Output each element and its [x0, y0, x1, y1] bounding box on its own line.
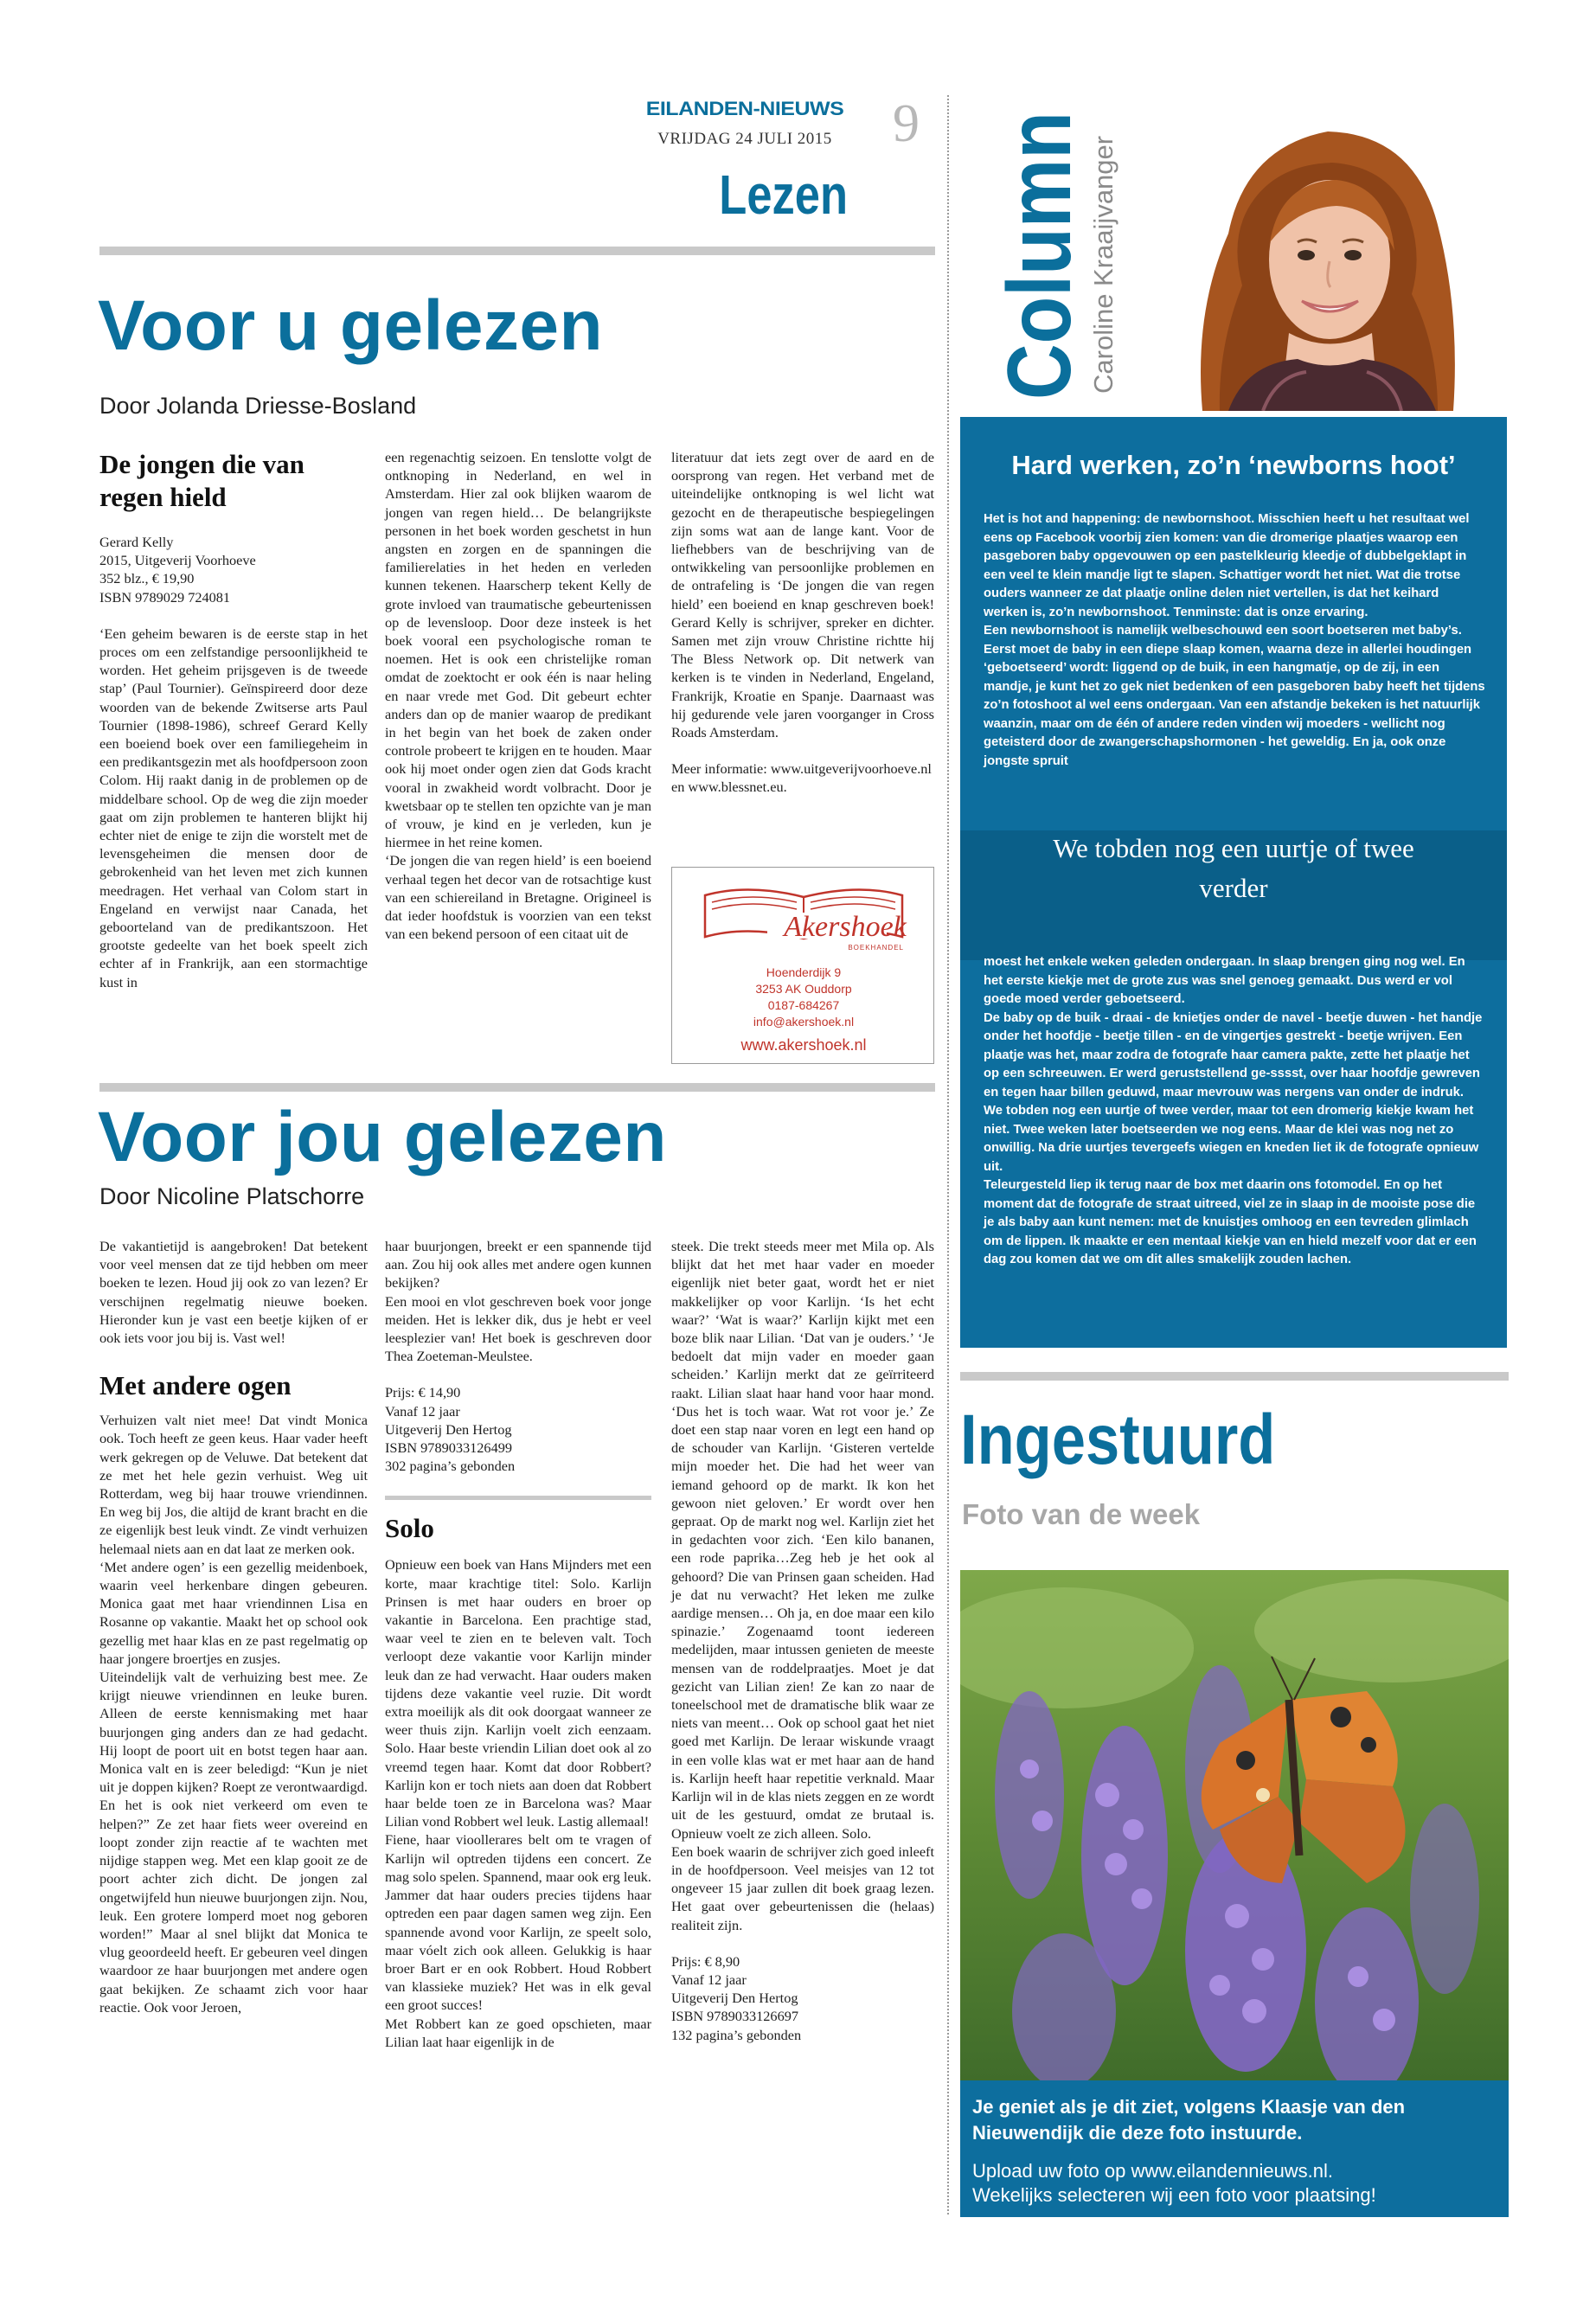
- article1-text-col2: een regenachtig seizoen. En tenslotte volgt de ontknoping in Nederland, en wel in Amsterdam. Hier zal ook blijken waarom de jongen van regen hield… De belangrijkste personen in het boek worden geschetst in hun angsten en zorgen en de spanningen die familierelaties in het heden en verleden kunnen tekenen. Haarscherp tekent Kelly de grote invloed van traumatische gebeurtenissen op de levensloop. Door deze insteek is het boek vooral een psychologische roman te noemen. Het is ook een christelijke roman omdat de zoektocht er ook één is naar heling en naar vrede met God. Dit gebeurt echter anders dan op de manier waarop de predikant in het begin van het boek de zaken onder controle probeert te krijgen en te houden. Maar ook hij moet onder ogen zien dat Gods kracht vooral in zwakheid wordt volbracht. Door je kwetsbaar op te stellen ten opzichte van je man of vrouw, je kind en je verleden, kun je hiermee in het reine komen.: [385, 449, 651, 851]
- article2-col3: [671, 1237, 934, 2044]
- author-portrait: [1168, 112, 1486, 411]
- column-box: [960, 417, 1507, 1348]
- column-author-wrap: [1088, 117, 1123, 394]
- solo-rule: [385, 1496, 651, 1500]
- section-title: Lezen: [719, 163, 848, 226]
- book1-isbn: ISBN 9789033126499: [385, 1439, 512, 1457]
- book2-isbn: ISBN 9789033126697: [671, 2008, 798, 2025]
- column-text-top: [984, 510, 1485, 771]
- top-rule: [99, 247, 935, 255]
- ad-brand-name: Akershoek: [784, 911, 907, 943]
- article2-intro: De vakantietijd is aangebroken! Dat betekent voor veel mensen dat ze tijd hebben om meer boeken te lezen. Houd jij ook zo van lezen? Er verschijnen regelmatig nieuwe boeken. Hieronder kun je vast een beetje kijken of er ook iets voor jou bij is. Vast wel!: [99, 1238, 368, 1347]
- book-info-2: [671, 1952, 934, 2044]
- article2-text-1c: Uiteindelijk valt de verhuizing best mee. Ze krijgt nieuwe vriendinnen en leuke buren. Alleen de eerste kennismaking met haar buurjongen ging anders dan ze had gedacht. Hij loopt de poort uit en botst tegen haar aan. Monica valt en is zeer beledigd: “Kun je niet uit je doppen kijken? Roept ze verontwaardigd. En het is ook niet verkeerd om even te helpen?” Ze zet haar fiets weer overeind en loopt zonder zijn reactie af te wachten met nijdige stappen weg. Met een klap gooit ze de poort achter zich dicht. De jongen zal ongetwijfeld hun nieuwe buurjongen zijn. Nou, leuk. Een grotere lomperd moet nog geboren worden!” Maar al snel blijkt dat Monica te vlug geoordeeld heeft. Er gebeuren veel dingen waardoor ze haar buurjongen met andere ogen gaat bekijken. Ze schaamt zich voor haar reactie. Ook voor Jeroen,: [99, 1669, 368, 2016]
- article1-text-col2b: ‘De jongen die van regen hield’ is een boeiend verhaal tegen het decor van de rotsachtige kust van een schiereiland in Bretagne. Origineel is dat ieder hoofdstuk is voorzien van een tekst van een bekend persoon of een citaat uit de: [385, 852, 651, 943]
- article2-text-1a: Verhuizen valt niet mee! Dat vindt Monica ook. Toch heeft ze geen keus. Haar vader heeft werk gekregen op de Veluwe. Dat betekent dat ze met het hele gezin verhuist. Weg uit Rotterdam, weg bij haar trouwe vriendinnen. En weg bij Jos, die altijd de krant bracht en die ze eigenlijk best leuk vindt. Ze vindt verhuizen helemaal niets aan en dat laat ze merken ook.: [99, 1412, 368, 1557]
- column-divider: [947, 95, 949, 2214]
- masthead-brand: EILANDEN-NIEUWS: [645, 98, 844, 120]
- upload-line-1[interactable]: Upload uw foto op www.eilandennieuws.nl.: [972, 2160, 1334, 2182]
- book-title: De jongen die van regen hield: [99, 449, 304, 512]
- ad-phone: 0187-684267: [767, 998, 840, 1012]
- book2-publisher: Uitgeverij Den Hertog: [671, 1990, 798, 2007]
- ingestuurd-title: Ingestuurd: [960, 1400, 1276, 1479]
- article2-text-3a: steek. Die trekt steeds meer met Mila op. Als blijkt dat het met haar vader en moeder eigenlijk niet beter gaat, wordt het er niet makkelijker op voor Karlijn. ‘Is het echt waar?’ ‘Wat is waar?’ Karlijn kijkt met een boze blik naar Lilian. ‘Dat van je ouders.’ ‘Je bedoelt dat mijn vader en moeder gaan scheiden.’ Karlijn merkt dat ze geïrriteerd raakt. Lilian slaat haar hand voor haar mond. ‘Dus het is toch waar. Wat rot voor je.’ Ze doet een stap naar voren en legt een hand op de schouder van Karlijn. ‘Gisteren vertelde mijn moeder het. Die had het weer van iemand gehoord op de markt. Ik kon het gewoon niet geloven.’ Er wordt over hen gepraat. Op de markt nog wel. Karlijn ziet het in gedachten voor zich. ‘Een kilo bananen, een rode paprika…Zeg heb je het ook al gehoord? Die van Prinsen gaan scheiden. Had je dat nu verwacht? Het leken me zulke aardige mensen… Oh ja, en doe maar een kilo spinazie.’ Zogenaamd toont iedereen medelijden, maar intussen genieten de meeste mensen van de roddelpraatjes. Moet je dat gezicht van Lilian zien! Ze kan zo naar de toneelschool met de dramatische blik waar ze niets van meent… Ook op school gaat het niet goed met Karlijn. De leraar wiskunde vraagt in een volle klas wat er met haar aan de hand is. Karlijn heeft haar repetitie verknald. Maar Karlijn wil in de klas niets zeggen en ze wordt uit de les gestuurd, omdat ze brutaal is. Opnieuw voelt ze zich alleen. Solo.: [671, 1238, 934, 1842]
- article1-text-col1: ‘Een geheim bewaren is de eerste stap in het proces om een zelfstandige persoonlijkheid te worden. Het geheim prijsgeven is de tweede stap’ (Paul Tournier). Geïnspireerd door deze woorden van de bekende Zwitserse arts Paul Tournier (1898-1986), schreef Gerard Kelly een boeiend boek over een familiegeheim in een predikantsgezin met als hoofdpersoon zoon Colom. Hij raakt danig in de problemen op de middelbare school. Op de weg die zijn moeder gaat om zijn problemen te hanteren blijkt hij echter niet de enige te zijn die worstelt met de levensgeheimen die mensen door de gebrokenheid van het leven met zich kunnen meedragen. Het verhaal van Colom start in Engeland en verwijst naar Canada, het geboorteland van de predikantszoon. Het grootste gedeelte van het boek speelt zich echter af in Frankrijk, aan een stormachtige kust in: [99, 625, 368, 990]
- article1-text-col3: literatuur dat iets zegt over de aard en de oorsprong van regen. Het verband met de uiteindelijke ontknoping is wel licht wat gezocht en de therapeutische bespiegelingen zijn soms wat aan de lange kant. Voor de liefhebbers van de beschrijving van de ontwikkeling van persoonlijke problemen en de ontrafeling is ‘De jongen die van regen hield’ een boeiend en knap geschreven boek! Gerard Kelly is schrijver, spreker en dichter. Samen met zijn vrouw Christine richtte hij The Bless Network op. Dit netwerk van kerken is te vinden in Nederland, Engeland, Frankrijk, Kroatie en Spanje. Daarnaast was hij gedurende vele jaren voorganger in Cross Roads Amsterdam.: [671, 449, 934, 741]
- article2-text-2b: Een mooi en vlot geschreven boek voor jonge meiden. Het is lekker dik, dus je hebt er veel leesplezier van! Het boek is geschreven door Thea Zoeteman-Meulstee.: [385, 1292, 651, 1365]
- photo-of-the-week: [960, 1570, 1509, 2089]
- ad-city: 3253 AK Ouddorp: [755, 982, 852, 996]
- column-p1: Het is hot and happening: de newbornshoot. Misschien heeft u het resultaat wel eens op Facebook voorbij zien komen: van die dromerige plaatjes waarop een pasgeboren baby opgevouwen op een pastelkleurig kleedje of dubbelgeklapt in een veel te klein mandje ligt te slapen. Schattiger wordt het niet. Wat die trotse ouders wanneer ze dat plaatje online delen niet vertellen, is dat het keihard werken is, zo’n newbornshoot. Tenminste: dat is onze ervaring.: [984, 512, 1470, 619]
- ad-email: info@akershoek.nl: [753, 1015, 855, 1029]
- book1-price: Prijs: € 14,90: [385, 1384, 461, 1401]
- article2-text-2d: Fiene, haar vioollerares belt om te vragen of Karlijn wil optreden tijdens een concert. Ze mag solo spelen. Spannend, maar ook erg leuk. Jammer dat haar ouders precies tijdens haar optreden een paar dagen samen weg zijn. Een spannende avond voor Karlijn, ze speelt solo, maar vóelt zich ook alleen. Gelukkig is haar broer Bart er en ook Robbert. Houd Robbert van klassieke muziek? Het was in elk geval een groot succes!: [385, 1831, 651, 2014]
- column-p5: Teleurgesteld liep ik terug naar de box met daarin ons fotomodel. En op het moment dat de fotografe de straat uitreed, viel ze in slaap in de mooiste pose die je als baby aan kunt nemen: met de knuistjes omhoog en een tevreden glimlach om de lippen. Ik maakte er een mentaal kiekje van en hield mezelf voor dat er een dag zou komen dat we om dit alles smakelijk zouden lachen.: [984, 1178, 1477, 1266]
- book-info-1: [385, 1383, 651, 1475]
- article2-subhead2: Solo: [385, 1513, 434, 1544]
- book-publisher: 2015, Uitgeverij Voorhoeve: [99, 552, 256, 569]
- article2-text-3b: Een boek waarin de schrijver zich goed inleeft in de hoofdpersoon. Veel meisjes van 12 tot ongeveer 15 jaar zullen dit boek graag lezen. Het gaat over gebeurtenissen die (helaas) realiteit zijn.: [671, 1843, 934, 1933]
- article2-col2: [385, 1237, 651, 2051]
- upload-line-2: Wekelijks selecteren wij een foto voor plaatsing!: [972, 2184, 1376, 2206]
- article2-headline: Voor jou gelezen: [98, 1098, 667, 1176]
- book2-pages: 132 pagina’s gebonden: [671, 2026, 802, 2043]
- article2-text-2a: haar buurjongen, breekt er een spannende tijd aan. Zou hij ook alles met andere ogen kunnen bekijken?: [385, 1238, 651, 1292]
- book-author: Gerard Kelly: [99, 534, 174, 550]
- article2-text-2e: Met Robbert kan ze goed opschieten, maar Lilian laat haar eigenlijk in de: [385, 2015, 651, 2050]
- column-p3: moest het enkele weken geleden ondergaan. In slaap brengen ging nog wel. En het eerste kiekje met de grote zus was snel genoeg gemaakt. Dus werd er vol goede moed verder geboetseerd.: [984, 955, 1465, 1006]
- book1-publisher: Uitgeverij Den Hertog: [385, 1420, 512, 1438]
- column-p2: Een newbornshoot is namelijk welbeschouwd een soort boetseren met baby’s. Eerst moet de baby in een diepe slaap komen, waarna deze in allerlei houdingen ‘geboetseerd’ wordt: liggend op de buik, in een hangmatje, op de zij, in een mandje, je kunt het zo gek niet bedenken of een pasgeboren baby heeft het tijdens zo’n fotoshoot al wel eens ondergaan. Van een afstandje bekeken is het natuurlijk waanzin, maar om de één of andere reden vinden wij moeders - wellicht nog geteisterd door de zwangerschapshormonen - het geweldig. En ja, ook onze jongste spruit: [984, 624, 1485, 768]
- article1-col2: [385, 448, 651, 943]
- article2-col1: [99, 1237, 368, 2016]
- article1-col3: [671, 448, 934, 797]
- ad-street: Hoenderdijk 9: [766, 965, 842, 979]
- book1-age: Vanaf 12 jaar: [385, 1402, 460, 1420]
- column-author: Caroline Kraaijvanger: [1088, 135, 1118, 394]
- masthead-date: VRIJDAG 24 JULI 2015: [657, 130, 832, 148]
- pull-quote: We tobden nog een uurtje of twee verder: [1053, 833, 1414, 903]
- ad-website[interactable]: www.akershoek.nl: [740, 1036, 867, 1054]
- book-pages-price: 352 blz., € 19,90: [99, 570, 195, 587]
- ingestuurd-subtitle: Foto van de week: [962, 1498, 1201, 1530]
- ad-address: [672, 965, 935, 1030]
- column-p4: De baby op de buik - draai - de knietjes onder de navel - beetje duwen - het handje onder het hoofdje - beetje tillen - en de vingertjes gestrekt - beetje wrijven. Een plaatje was het, maar zodra de fotografe haar camera pakte, zette het plaatje het op een schreeuwen. Er werd geruststellend ge-sssst, over haar hoofdje gewreven en tegen haar billen geduwd, maar mevrouw was nergens van onder de indruk. We tobden nog een uurtje of twee verder, maar tot een dromerig kiekje kwam het niet. Twee weken later boetseerden we nog eens. Maar de klei was nog net zo onwillig. Na drie uurtjes tevergeefs wiegen en kneden liet ik de fotografe opnieuw uit.: [984, 1010, 1483, 1174]
- article1-headline: Voor u gelezen: [98, 286, 604, 365]
- article2-text-1b: ‘Met andere ogen’ is een gezellig meidenboek, waarin veel herkenbare dingen gebeuren. Monica gaat met haar vriendinnen Lisa en Rosanne op vakantie. Maakt het op school ook gezellig met haar klas en ze past regelmatig op haar jongere broertjes en zusjes.: [99, 1558, 368, 1667]
- ingestuurd-rule: [960, 1372, 1509, 1381]
- book-isbn: ISBN 9789029 724081: [99, 588, 231, 606]
- butterfly-lavender-photo: [960, 1570, 1509, 2089]
- book2-age: Vanaf 12 jaar: [671, 1971, 747, 1988]
- article1-col1: [99, 448, 368, 991]
- photo-caption: Je geniet als je dit ziet, volgens Klaasje van den Nieuwendijk die deze foto instuurde.: [972, 2096, 1406, 2144]
- book2-price: Prijs: € 8,90: [671, 1952, 740, 1970]
- mid-rule: [99, 1083, 935, 1092]
- article1-more-info: Meer informatie: www.uitgeverijvoorhoeve.nl en www.blessnet.eu.: [671, 760, 932, 796]
- column-label: Column: [990, 112, 1090, 400]
- page-number: 9: [893, 94, 920, 153]
- article2-subhead1: Met andere ogen: [99, 1370, 292, 1401]
- bookstore-ad[interactable]: [671, 867, 934, 1064]
- column-text-bottom: [984, 953, 1485, 1270]
- column-label-wrap: [990, 106, 1097, 400]
- photo-caption-box: [960, 2080, 1509, 2217]
- article2-text-2c: Opnieuw een boek van Hans Mijnders met een korte, maar krachtige titel: Solo. Karlijn Prinsen is met haar ouders en broer op vakantie in Barcelona. Een prachtige stad, waar veel te zien en te beleven valt. Toch verloopt deze vakantie voor Karlijn minder leuk dan ze had verwacht. Haar ouders maken tijdens deze vakantie veel ruzie. Dit wordt extra moeilijk als dit ook doorgaat wanneer ze weer thuis zijn. Karlijn voelt zich eenzaam. Solo. Haar beste vriendin Lilian doet ook al zo vreemd tegen haar. Komt dat door Robbert? Karlijn kon er toch niets aan doen dat Robbert haar belde toen ze in Barcelona was? Maar Lilian vond Robbert wel leuk. Lastig allemaal!: [385, 1556, 651, 1830]
- book-info: [99, 533, 368, 606]
- article1-byline: Door Jolanda Driesse-Bosland: [99, 393, 417, 419]
- column-title: Hard werken, zo’n ‘newborns hoot’: [1011, 450, 1456, 480]
- article2-byline: Door Nicoline Platschorre: [99, 1183, 365, 1209]
- ad-tagline: BOEKHANDEL: [848, 944, 904, 952]
- book1-pages: 302 pagina’s gebonden: [385, 1458, 516, 1475]
